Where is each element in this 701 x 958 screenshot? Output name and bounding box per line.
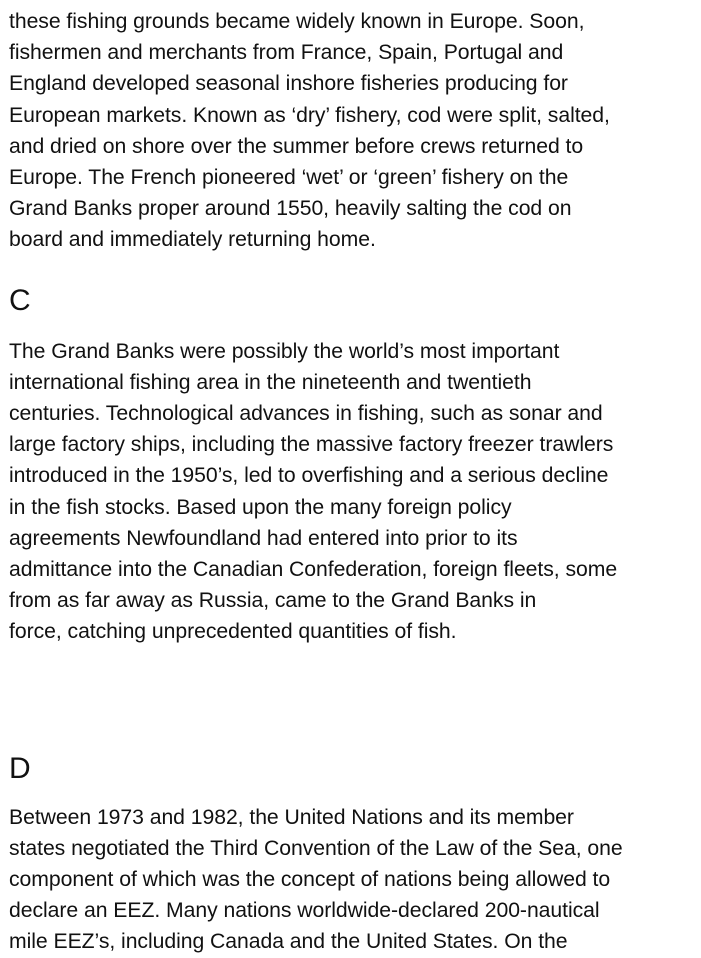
text-line: fishermen and merchants from France, Spain, Portugal and [9,41,564,65]
text-line: centuries. Technological advances in fishing, such as sonar and [9,402,603,426]
text-line: large factory ships, including the massive factory freezer trawlers [9,433,614,457]
text-line: declare an EEZ. Many nations worldwide-declared 200-nautical [9,899,600,923]
text-line: admittance into the Canadian Confederation, foreign fleets, some [9,558,618,582]
document-page [9,6,699,958]
text-line: European markets. Known as ‘dry’ fishery, cod were split, salted, [9,103,610,127]
text-line: Grand Banks proper around 1550, heavily salting the cod on [9,197,572,221]
text-line: international fishing area in the nineteenth and twentieth [9,370,532,394]
section-heading-c: C [9,283,31,317]
paragraph-section-c [9,336,699,648]
section-heading-d: D [9,751,31,785]
text-line: from as far away as Russia, came to the Grand Banks in [9,589,537,613]
text-line: component of which was the concept of nations being allowed to [9,868,611,892]
text-line: force, catching unprecedented quantities of fish. [9,620,457,644]
paragraph-continuation [9,6,699,256]
text-line: agreements Newfoundland had entered into prior to its [9,526,518,550]
text-line: board and immediately returning home. [9,228,376,252]
text-line: Between 1973 and 1982, the United Nations and its member [9,805,574,829]
text-line: Europe. The French pioneered ‘wet’ or ‘green’ fishery on the [9,166,569,190]
text-line: England developed seasonal inshore fisheries producing for [9,72,568,96]
paragraph-section-d [9,802,699,958]
text-line: The Grand Banks were possibly the world’s most important [9,339,560,363]
text-line: and dried on shore over the summer before crews returned to [9,134,584,158]
text-line: in the fish stocks. Based upon the many foreign policy [9,495,512,519]
text-line: mile EEZ’s, including Canada and the United States. On the [9,930,568,954]
text-line: introduced in the 1950’s, led to overfishing and a serious decline [9,464,609,488]
text-line: these fishing grounds became widely known in Europe. Soon, [9,10,585,33]
text-line: states negotiated the Third Convention of the Law of the Sea, one [9,836,623,860]
